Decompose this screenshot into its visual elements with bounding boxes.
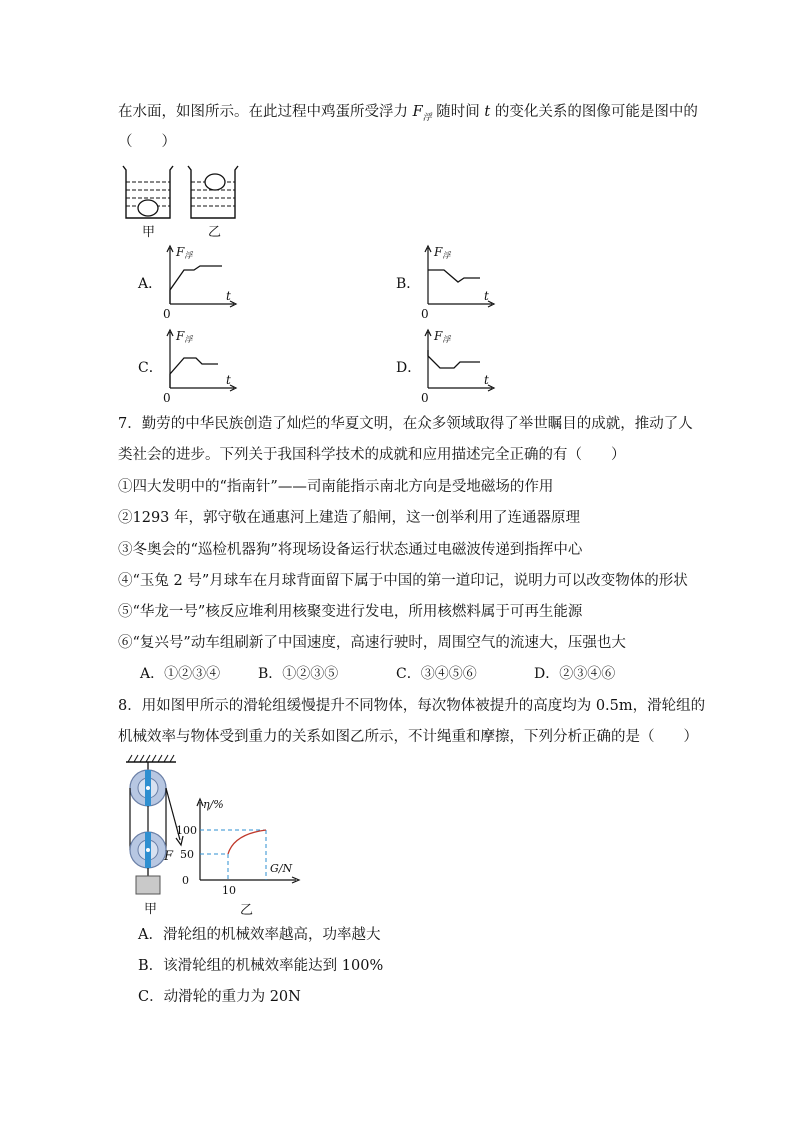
q7-item-2: ②1293 年，郭守敬在通惠河上建造了船闸，这一创举利用了连通器原理 bbox=[118, 510, 581, 526]
q6-c-origin: 0 bbox=[163, 391, 171, 405]
graph-y-tick-100: 100 bbox=[176, 824, 197, 837]
q6-option-d-letter[interactable]: D． bbox=[396, 360, 422, 376]
egg-sunk-icon bbox=[138, 200, 158, 216]
q6-stem-part3: 的变化关系的图像可能是图中的 bbox=[490, 104, 698, 120]
pulley-fig-label-jia: 甲 bbox=[144, 902, 158, 917]
q6-c-x-label: t bbox=[226, 373, 231, 387]
q6-stem-part2: 随时间 bbox=[431, 104, 485, 120]
q8-choice-b[interactable]: B．该滑轮组的机械效率能达到 100% bbox=[138, 958, 384, 974]
graph-fig-label-yi: 乙 bbox=[240, 903, 254, 918]
q8-stem-line2: 机械效率与物体受到重力的关系如图乙所示，不计绳重和摩擦，下列分析正确的是（ ） bbox=[118, 729, 698, 745]
q7-stem-line1: 7．勤劳的中华民族创造了灿烂的华夏文明，在众多领域取得了举世瞩目的成就，推动了人 bbox=[118, 416, 693, 432]
beaker-figure bbox=[118, 160, 248, 240]
q6-d-x-label: t bbox=[484, 373, 489, 387]
q7-item-1: ①四大发明中的“指南针”——司南能指示南北方向是受地磁场的作用 bbox=[118, 479, 554, 495]
q6-option-b-letter[interactable]: B． bbox=[396, 276, 421, 292]
movable-pulley-icon bbox=[130, 832, 166, 868]
q6-option-a-graph[interactable] bbox=[160, 242, 240, 322]
beaker-jia bbox=[123, 166, 173, 218]
graph-x-tick-10: 10 bbox=[222, 884, 236, 897]
q6-stem-part1: 在水面，如图所示。在此过程中鸡蛋所受浮力 bbox=[118, 104, 413, 120]
beaker-yi bbox=[188, 166, 238, 218]
q7-item-5: ⑤“华龙一号”核反应堆利用核聚变进行发电，所用核燃料属于可再生能源 bbox=[118, 604, 583, 620]
graph-x-label: G/N bbox=[270, 862, 293, 875]
q6-option-b-graph[interactable] bbox=[418, 242, 498, 322]
q6-b-x-label: t bbox=[484, 289, 489, 303]
q6-time-symbol: t bbox=[484, 104, 491, 120]
q6-option-a-letter[interactable]: A． bbox=[138, 276, 163, 292]
q6-c-y-label: F浮 bbox=[176, 329, 193, 344]
q6-stem-line2: （ ） bbox=[118, 134, 176, 150]
q6-stem-line1 bbox=[118, 102, 698, 128]
q6-d-origin: 0 bbox=[421, 391, 429, 405]
q6-option-d-graph[interactable] bbox=[418, 326, 498, 406]
q6-a-y-label: F浮 bbox=[176, 245, 193, 260]
q6-b-y-label: F浮 bbox=[434, 245, 451, 260]
q6-a-x-label: t bbox=[226, 289, 231, 303]
q6-force-symbol: $F_浮$ bbox=[412, 104, 432, 123]
q7-item-4: ④“玉兔 2 号”月球车在月球背面留下属于中国的第一道印记，说明力可以改变物体的形状 bbox=[118, 573, 688, 589]
q6-a-origin: 0 bbox=[163, 307, 171, 321]
q6-b-origin: 0 bbox=[421, 307, 429, 321]
beaker-label-jia: 甲 bbox=[142, 225, 156, 240]
weight-block-icon bbox=[136, 876, 160, 894]
q7-stem-line2: 类社会的进步。下列关于我国科学技术的成就和应用描述完全正确的有（ ） bbox=[118, 447, 626, 463]
efficiency-curve bbox=[228, 830, 266, 854]
q8-stem-line1: 8．用如图甲所示的滑轮组缓慢提升不同物体，每次物体被提升的高度均为 0.5m，滑轮组的 bbox=[118, 698, 706, 714]
q6-option-c-graph[interactable] bbox=[160, 326, 240, 406]
fixed-pulley-icon bbox=[130, 770, 166, 806]
pulley-force-label: F bbox=[164, 849, 174, 864]
q6-option-c-letter[interactable]: C． bbox=[138, 360, 163, 376]
efficiency-graph bbox=[172, 792, 302, 918]
q7-choice-a[interactable]: A．①②③④ bbox=[140, 666, 221, 682]
q8-choice-a[interactable]: A．滑轮组的机械效率越高，功率越大 bbox=[138, 927, 381, 943]
q7-choice-b[interactable]: B．①②③⑤ bbox=[258, 666, 339, 682]
graph-y-label: η/% bbox=[203, 798, 224, 811]
q7-choice-c[interactable]: C．③④⑤⑥ bbox=[396, 666, 477, 682]
graph-y-tick-0: 0 bbox=[182, 874, 189, 887]
q7-item-3: ③冬奥会的“巡检机器狗”将现场设备运行状态通过电磁波传递到指挥中心 bbox=[118, 542, 583, 558]
beaker-label-yi: 乙 bbox=[208, 225, 222, 240]
graph-y-tick-50: 50 bbox=[180, 848, 194, 861]
egg-floating-icon bbox=[205, 174, 225, 190]
q7-item-6: ⑥“复兴号”动车组刷新了中国速度，高速行驶时，周围空气的流速大，压强也大 bbox=[118, 635, 626, 651]
q7-choice-d[interactable]: D．②③④⑥ bbox=[534, 666, 616, 682]
q8-choice-c[interactable]: C．动滑轮的重力为 20N bbox=[138, 989, 301, 1005]
q6-d-y-label: F浮 bbox=[434, 329, 451, 344]
